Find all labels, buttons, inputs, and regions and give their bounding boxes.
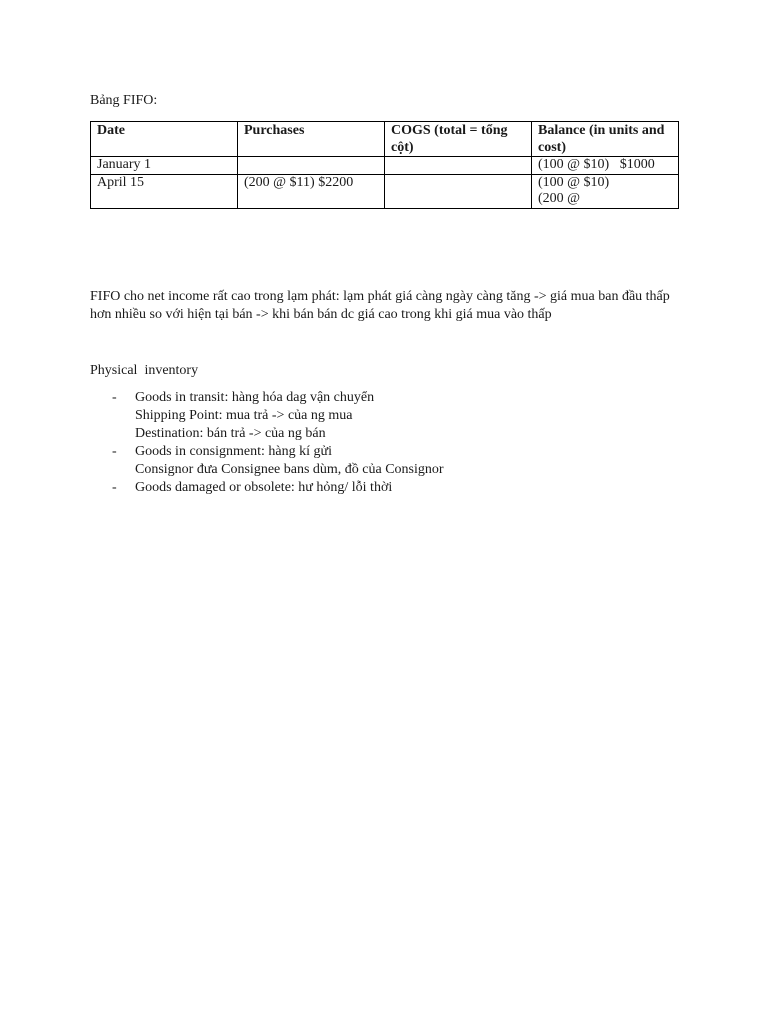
cell-cogs [385,157,532,175]
cell-date: April 15 [91,174,238,208]
bullet-dash: - [112,390,117,405]
balance-line: (200 @ [538,191,581,206]
list-item-text: Shipping Point: mua trả -> của ng mua [135,408,353,423]
list-item-text: Goods in transit: hàng hóa dag vận chuyển [135,390,375,405]
inventory-list [90,389,690,497]
fifo-paragraph: FIFO cho net income rất cao trong lạm phát: lạm phát giá càng ngày càng tăng -> giá mua ban đầu thấp hơn nhiều so với hiện tại bán -> khi bán bán dc giá cao trong khi giá mua vào thấp [90,289,670,322]
cell-purchases: (200 @ $11) $2200 [238,174,385,208]
list-item [90,389,690,407]
list-item-text: Consignor đưa Consignee bans dùm, đồ của Consignor [135,462,444,477]
fifo-table [90,121,679,209]
column-header-date: Date [91,122,238,157]
list-item-text: Destination: bán trả -> của ng bán [135,426,326,441]
table-row [91,157,679,175]
bullet-dash: - [112,480,117,495]
balance-line: (100 @ $10) $1000 [538,157,655,172]
table-header-row [91,122,679,157]
list-item-continuation [90,425,690,443]
column-header-purchases: Purchases [238,122,385,157]
list-item-text: Goods damaged or obsolete: hư hỏng/ lỗi thời [135,480,393,495]
bullet-dash: - [112,444,117,459]
column-header-cogs: COGS (total = tổng cột) [385,122,532,157]
list-item-text: Goods in consignment: hàng kí gửi [135,444,332,459]
list-item-continuation [90,407,690,425]
table-row [91,174,679,208]
list-item-continuation [90,461,690,479]
balance-line: (100 @ $10) [538,174,610,190]
cell-balance [532,174,679,208]
column-header-balance: Balance (in units and cost) [532,122,679,157]
cell-balance [532,157,679,175]
section-title: Physical inventory [90,363,199,378]
cell-cogs [385,174,532,208]
table-heading: Bảng FIFO: [90,93,158,108]
list-item [90,479,690,497]
cell-date: January 1 [91,157,238,175]
list-item [90,443,690,461]
cell-purchases [238,157,385,175]
